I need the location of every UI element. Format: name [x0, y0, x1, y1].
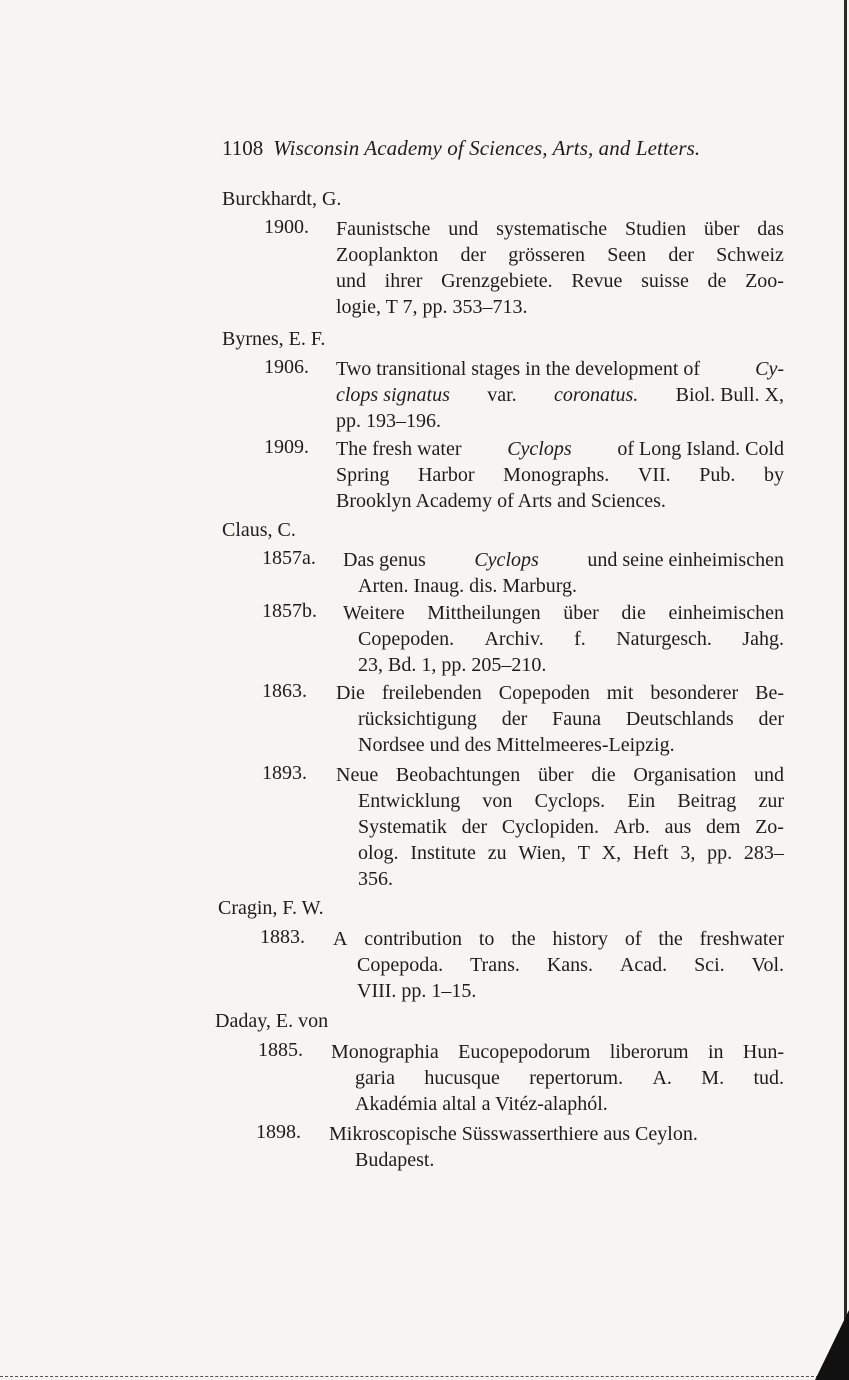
entry-line: Zooplankton der grösseren Seen der Schweiz — [336, 244, 784, 266]
genus-name: Cyclops — [474, 549, 539, 571]
entry-line — [336, 436, 784, 462]
page-number: 1108 — [222, 136, 264, 160]
author-heading: Daday, E. von — [215, 1010, 329, 1032]
entry-line: A contribution to the history of the freshwater — [333, 928, 784, 950]
entry-line: Copepoda. Trans. Kans. Acad. Sci. Vol. — [357, 954, 784, 976]
entry-line — [343, 547, 784, 573]
journal-title: Wisconsin Academy of Sciences, Arts, and Letters. — [273, 136, 701, 160]
entry-year: 1857a. — [262, 547, 316, 569]
scan-edge-bottom — [0, 1375, 849, 1377]
species-name: coronatus. — [554, 384, 639, 406]
entry-line: logie, T 7, pp. 353–713. — [336, 296, 528, 318]
entry-line — [336, 382, 784, 408]
entry-year: 1898. — [256, 1121, 301, 1143]
entry-line: Brooklyn Academy of Arts and Sciences. — [336, 490, 666, 512]
entry-line: und ihrer Grenzgebiete. Revue suisse de Zoo- — [336, 270, 784, 292]
entry-line: pp. 193–196. — [336, 410, 441, 432]
entry-text — [336, 436, 784, 514]
entry-text — [343, 600, 784, 678]
species-name: clops signatus — [336, 384, 450, 406]
entry-text — [336, 762, 784, 892]
entry-text — [336, 216, 784, 320]
entry-line: 23, Bd. 1, pp. 205–210. — [358, 654, 547, 676]
entry-text — [329, 1121, 784, 1173]
entry-text — [331, 1039, 784, 1117]
entry-line: Die freilebenden Copepoden mit besonderer Be- — [336, 682, 784, 704]
author-heading: Burckhardt, G. — [222, 188, 342, 210]
entry-line-segment: Two transitional stages in the development of — [336, 358, 701, 380]
entry-line: Nordsee und des Mittelmeeres-Leipzig. — [358, 734, 675, 756]
entry-line: Entwicklung von Cyclops. Ein Beitrag zur — [358, 790, 784, 812]
entry-line: Akadémia altal a Vitéz-alaphól. — [355, 1093, 608, 1115]
entry-line-segment: Biol. Bull. X, — [675, 384, 784, 406]
author-heading: Cragin, F. W. — [218, 897, 324, 919]
entry-line-segment: var. — [487, 384, 517, 406]
scan-corner-shadow — [815, 1310, 849, 1380]
entry-line: Weitere Mittheilungen über die einheimischen — [343, 602, 784, 624]
entry-line: Mikroscopische Süsswasserthiere aus Ceylon. — [329, 1123, 698, 1145]
entry-line: Faunistsche und systematische Studien über das — [336, 218, 784, 240]
author-heading: Byrnes, E. F. — [222, 328, 326, 350]
entry-line-segment: of Long Island. Cold — [617, 438, 784, 460]
entry-line: garia hucusque repertorum. A. M. tud. — [355, 1067, 784, 1089]
entry-year: 1893. — [262, 762, 307, 784]
entry-line: Copepoden. Archiv. f. Naturgesch. Jahg. — [358, 628, 784, 650]
entry-year: 1857b. — [262, 600, 317, 622]
entry-line: Systematik der Cyclopiden. Arb. aus dem Zo- — [358, 816, 784, 838]
entry-text — [333, 926, 784, 1004]
entry-text — [336, 356, 784, 434]
entry-line: Monographia Eucopepodorum liberorum in Hun- — [331, 1041, 784, 1063]
author-heading: Claus, C. — [222, 519, 296, 541]
entry-line-segment: The fresh water — [336, 438, 462, 460]
entry-line: Neue Beobachtungen über die Organisation und — [336, 764, 784, 786]
entry-line: VIII. pp. 1–15. — [357, 980, 477, 1002]
entry-line: olog. Institute zu Wien, T X, Heft 3, pp. 283– — [358, 842, 784, 864]
entry-line — [336, 356, 784, 382]
entry-year: 1883. — [260, 926, 305, 948]
entry-line-segment: Das genus — [343, 549, 426, 571]
entry-line-segment: und seine einheimischen — [587, 549, 784, 571]
entry-line: 356. — [358, 868, 393, 890]
running-head — [222, 136, 742, 161]
entry-line-segment: Cy- — [755, 358, 784, 380]
entry-year: 1885. — [258, 1039, 303, 1061]
entry-year: 1863. — [262, 680, 307, 702]
genus-name: Cyclops — [507, 438, 572, 460]
entry-year: 1900. — [264, 216, 309, 238]
entry-year: 1906. — [264, 356, 309, 378]
entry-text — [343, 547, 784, 599]
entry-year: 1909. — [264, 436, 309, 458]
scan-edge-right — [844, 0, 847, 1380]
entry-line: Spring Harbor Monographs. VII. Pub. by — [336, 464, 784, 486]
entry-line: Budapest. — [355, 1149, 435, 1171]
entry-line: Arten. Inaug. dis. Marburg. — [358, 575, 578, 597]
entry-text — [336, 680, 784, 758]
entry-line: rücksichtigung der Fauna Deutschlands der — [358, 708, 784, 730]
